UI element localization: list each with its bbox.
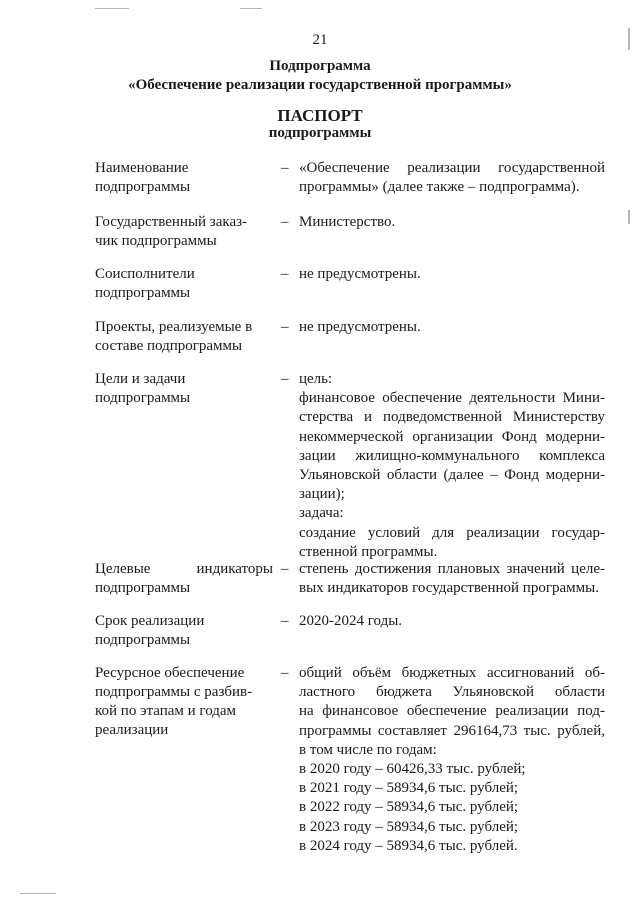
dash-separator: –	[281, 266, 289, 282]
row-value	[299, 318, 605, 337]
row-label	[95, 213, 273, 251]
value-line: задача:	[299, 505, 344, 522]
row-value	[299, 159, 605, 197]
value-line: на финансовое обеспечение реализации под-	[299, 703, 605, 720]
label-line: подпрограммы	[95, 179, 191, 195]
dash-separator: –	[281, 319, 289, 335]
page-number: 21	[312, 32, 328, 48]
value-line: программы составляет 296164,73 тыс. рублей,	[299, 722, 605, 739]
value-line: Министерство.	[299, 214, 396, 230]
label-line: кой по этапам и годам	[95, 703, 237, 719]
value-line: зации жилищно-коммунального комплекса	[299, 447, 605, 464]
row-label	[95, 159, 273, 197]
value-line: программы» (далее также – подпрограмма).	[299, 179, 580, 196]
label-line: Ресурсное обеспечение	[95, 665, 245, 681]
value-line: в 2023 году – 58934,6 тыс. рублей;	[299, 818, 519, 835]
value-line: в 2021 году – 58934,6 тыс. рублей;	[299, 780, 519, 797]
value-line: зации);	[299, 486, 345, 503]
row-label	[95, 664, 273, 740]
row-label	[95, 318, 273, 356]
subprogram-name: «Обеспечение реализации государственной программы»	[128, 77, 512, 93]
dash-separator: –	[281, 665, 289, 681]
row-value	[299, 213, 605, 232]
scan-speck	[20, 893, 56, 894]
row-value	[299, 370, 605, 562]
value-line: создание условий для реализации государ-	[299, 524, 605, 541]
label-line: Соисполнители	[95, 266, 195, 282]
label-line: подпрограммы	[95, 632, 191, 648]
row-label	[95, 560, 273, 598]
value-line: 2020-2024 годы.	[299, 613, 403, 629]
value-line: не предусмотрены.	[299, 319, 421, 335]
label-line: подпрограммы	[95, 580, 191, 596]
value-line: «Обеспечение реализации государственной	[299, 160, 605, 176]
dash-separator: –	[281, 613, 289, 629]
value-line: степень достижения плановых значений целе-	[299, 561, 605, 577]
label-line: реализации	[95, 722, 169, 738]
label-line: Целевые индикаторы	[95, 561, 273, 577]
value-line: Ульяновской области (далее – Фонд модерни-	[299, 467, 605, 484]
row-value	[299, 560, 605, 598]
row-label	[95, 612, 273, 650]
label-line: составе подпрограммы	[95, 338, 243, 354]
row-value	[299, 664, 605, 856]
subprogram-heading: Подпрограмма	[269, 58, 371, 74]
dash-separator: –	[281, 371, 289, 387]
label-line: Проекты, реализуемые в	[95, 319, 253, 335]
value-line: общий объём бюджетных ассигнований об-	[299, 665, 605, 681]
value-line: в том числе по годам:	[299, 741, 437, 758]
label-line: подпрограммы	[95, 285, 191, 301]
value-line: ластного бюджета Ульяновской области	[299, 684, 605, 701]
label-line: Государственный заказ-	[95, 214, 248, 230]
dash-separator: –	[281, 561, 289, 577]
value-line: в 2024 году – 58934,6 тыс. рублей.	[299, 837, 518, 854]
value-line: в 2022 году – 58934,6 тыс. рублей;	[299, 799, 519, 816]
value-line: стерства и подведомственной Министерству	[299, 409, 605, 426]
label-line: Наименование	[95, 160, 189, 176]
label-line: подпрограммы	[95, 390, 191, 406]
label-line: Цели и задачи	[95, 371, 186, 387]
value-line: цель:	[299, 371, 333, 387]
label-line: подпрограммы с разбив-	[95, 684, 253, 700]
row-label	[95, 370, 273, 408]
scan-speck	[240, 8, 262, 9]
value-line: финансовое обеспечение деятельности Мини-	[299, 390, 605, 407]
row-value	[299, 612, 605, 631]
value-line: ственной программы.	[299, 543, 438, 560]
passport-title: ПАСПОРТ	[277, 106, 363, 125]
scan-speck	[628, 210, 630, 224]
row-label	[95, 265, 273, 303]
scan-speck	[95, 8, 129, 9]
value-line: некоммерческой организации Фонд модерни-	[299, 428, 605, 445]
passport-subtitle: подпрограммы	[268, 125, 372, 141]
label-line: чик подпрограммы	[95, 233, 217, 249]
dash-separator: –	[281, 214, 289, 230]
row-value	[299, 265, 605, 284]
dash-separator: –	[281, 160, 289, 176]
label-line: Срок реализации	[95, 613, 205, 629]
value-line: вых индикаторов государственной программы.	[299, 580, 599, 597]
value-line: не предусмотрены.	[299, 266, 421, 282]
value-line: в 2020 году – 60426,33 тыс. рублей;	[299, 761, 526, 778]
